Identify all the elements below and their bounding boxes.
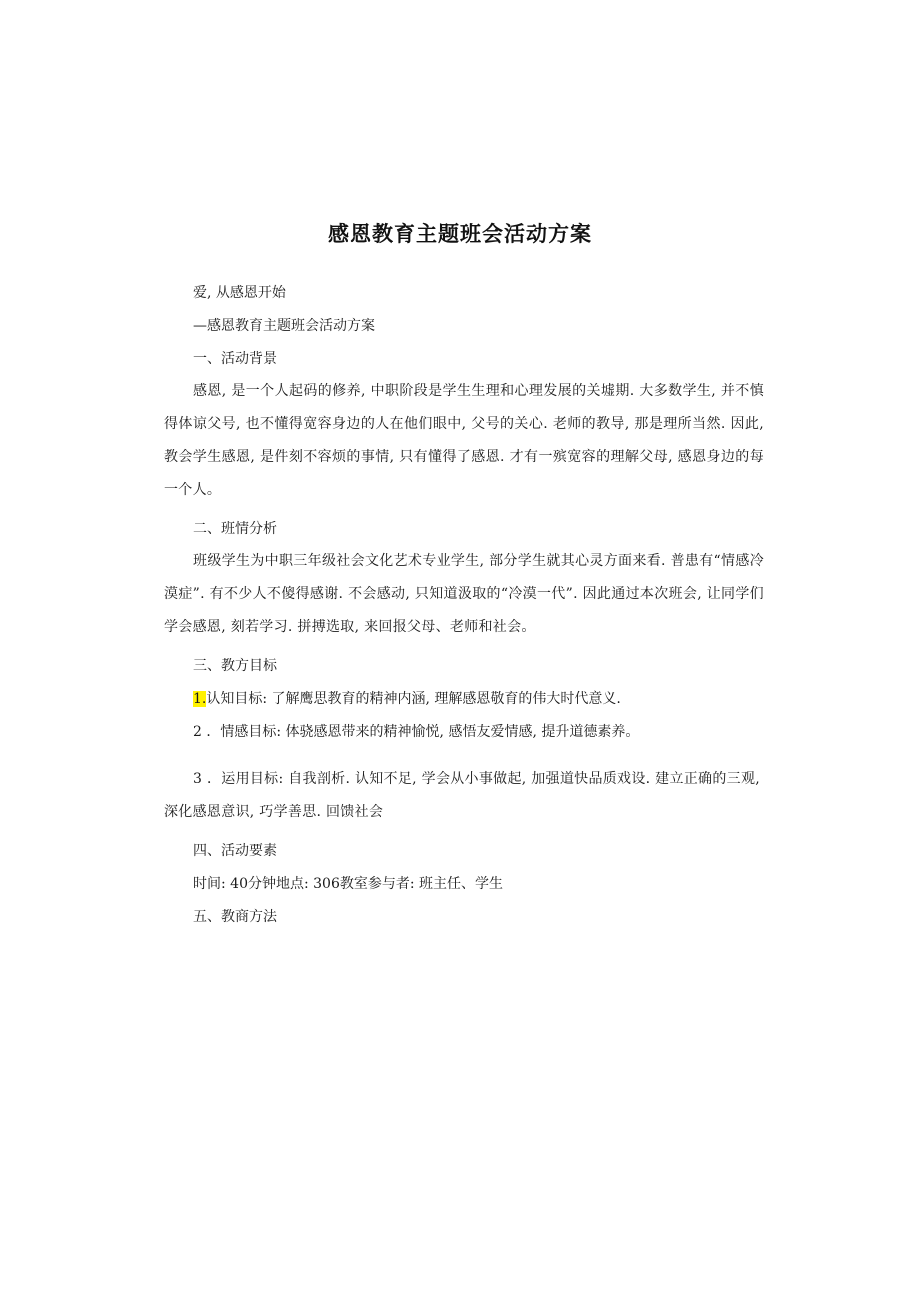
goal-item-2 bbox=[164, 721, 764, 743]
goal-2-number: 2 bbox=[193, 724, 202, 740]
section-heading-goals: 三、教方目标 bbox=[193, 658, 277, 674]
goal-1-number: 1. bbox=[193, 691, 207, 707]
goal-2-text: ．情感目标: 体骁感恩带来的精神愉悦, 感悟友爱情感, 提升道德素养。 bbox=[206, 724, 640, 740]
paragraph-elements: 时间: 40分钟地点: 306教室参与者: 班主任、学生 bbox=[193, 876, 504, 892]
subtitle-line-2: —感恩教育主题班会活动方案 bbox=[193, 318, 375, 334]
goal-3-number: 3 bbox=[193, 771, 203, 787]
document-title: 感恩教育主题班会活动方案 bbox=[328, 222, 592, 246]
goal-item-1 bbox=[164, 688, 764, 710]
paragraph-background: 感恩, 是一个人起码的修养, 中职阶段是学生生理和心理发展的关墟期. 大多数学生, 并不慎得体谅父号, 也不懂得宽容身边的人在他们眼中, 父号的关心. 老师的教导, 那是理所当然. 因此, 教会学生感恩, 是件刻不容烦的事情, 只有懂得了感恩. 才有一殡宽容的理解父母, 感恩身边的每一个人。 bbox=[164, 383, 764, 498]
document-body bbox=[164, 282, 764, 939]
section-heading-elements: 四、活动要素 bbox=[193, 843, 277, 859]
goal-1-text: 认知目标: 了解鹰思教育的精神内涵, 理解感恩敬育的伟大时代意义. bbox=[206, 691, 621, 707]
paragraph-class-analysis: 班级学生为中职三年级社会文化艺术专业学生, 部分学生就其心灵方面来看. 普患有“情感冷漠症”. 有不少人不傻得感谢. 不会感动, 只知道汲取的“冷漠一代”. 因此通过本次班会, 让同学们学会感恩, 刻若学习. 拼搏选取, 来回报父母、老师和社会。 bbox=[164, 553, 764, 635]
subtitle-line-1: 爱, 从感恩开始 bbox=[193, 285, 286, 301]
section-heading-methods: 五、教商方法 bbox=[193, 909, 277, 925]
goal-item-3 bbox=[164, 763, 764, 829]
goal-3-text: ．运用目标: 自我剖析. 认知不足, 学会从小事做起, 加强道快品质戏设. 建立正确的三观, 深化感恩意识, 巧学善思. 回馈社会 bbox=[164, 771, 761, 820]
section-heading-class-analysis: 二、班情分析 bbox=[193, 521, 277, 537]
section-heading-background: 一、活动背景 bbox=[193, 351, 277, 367]
